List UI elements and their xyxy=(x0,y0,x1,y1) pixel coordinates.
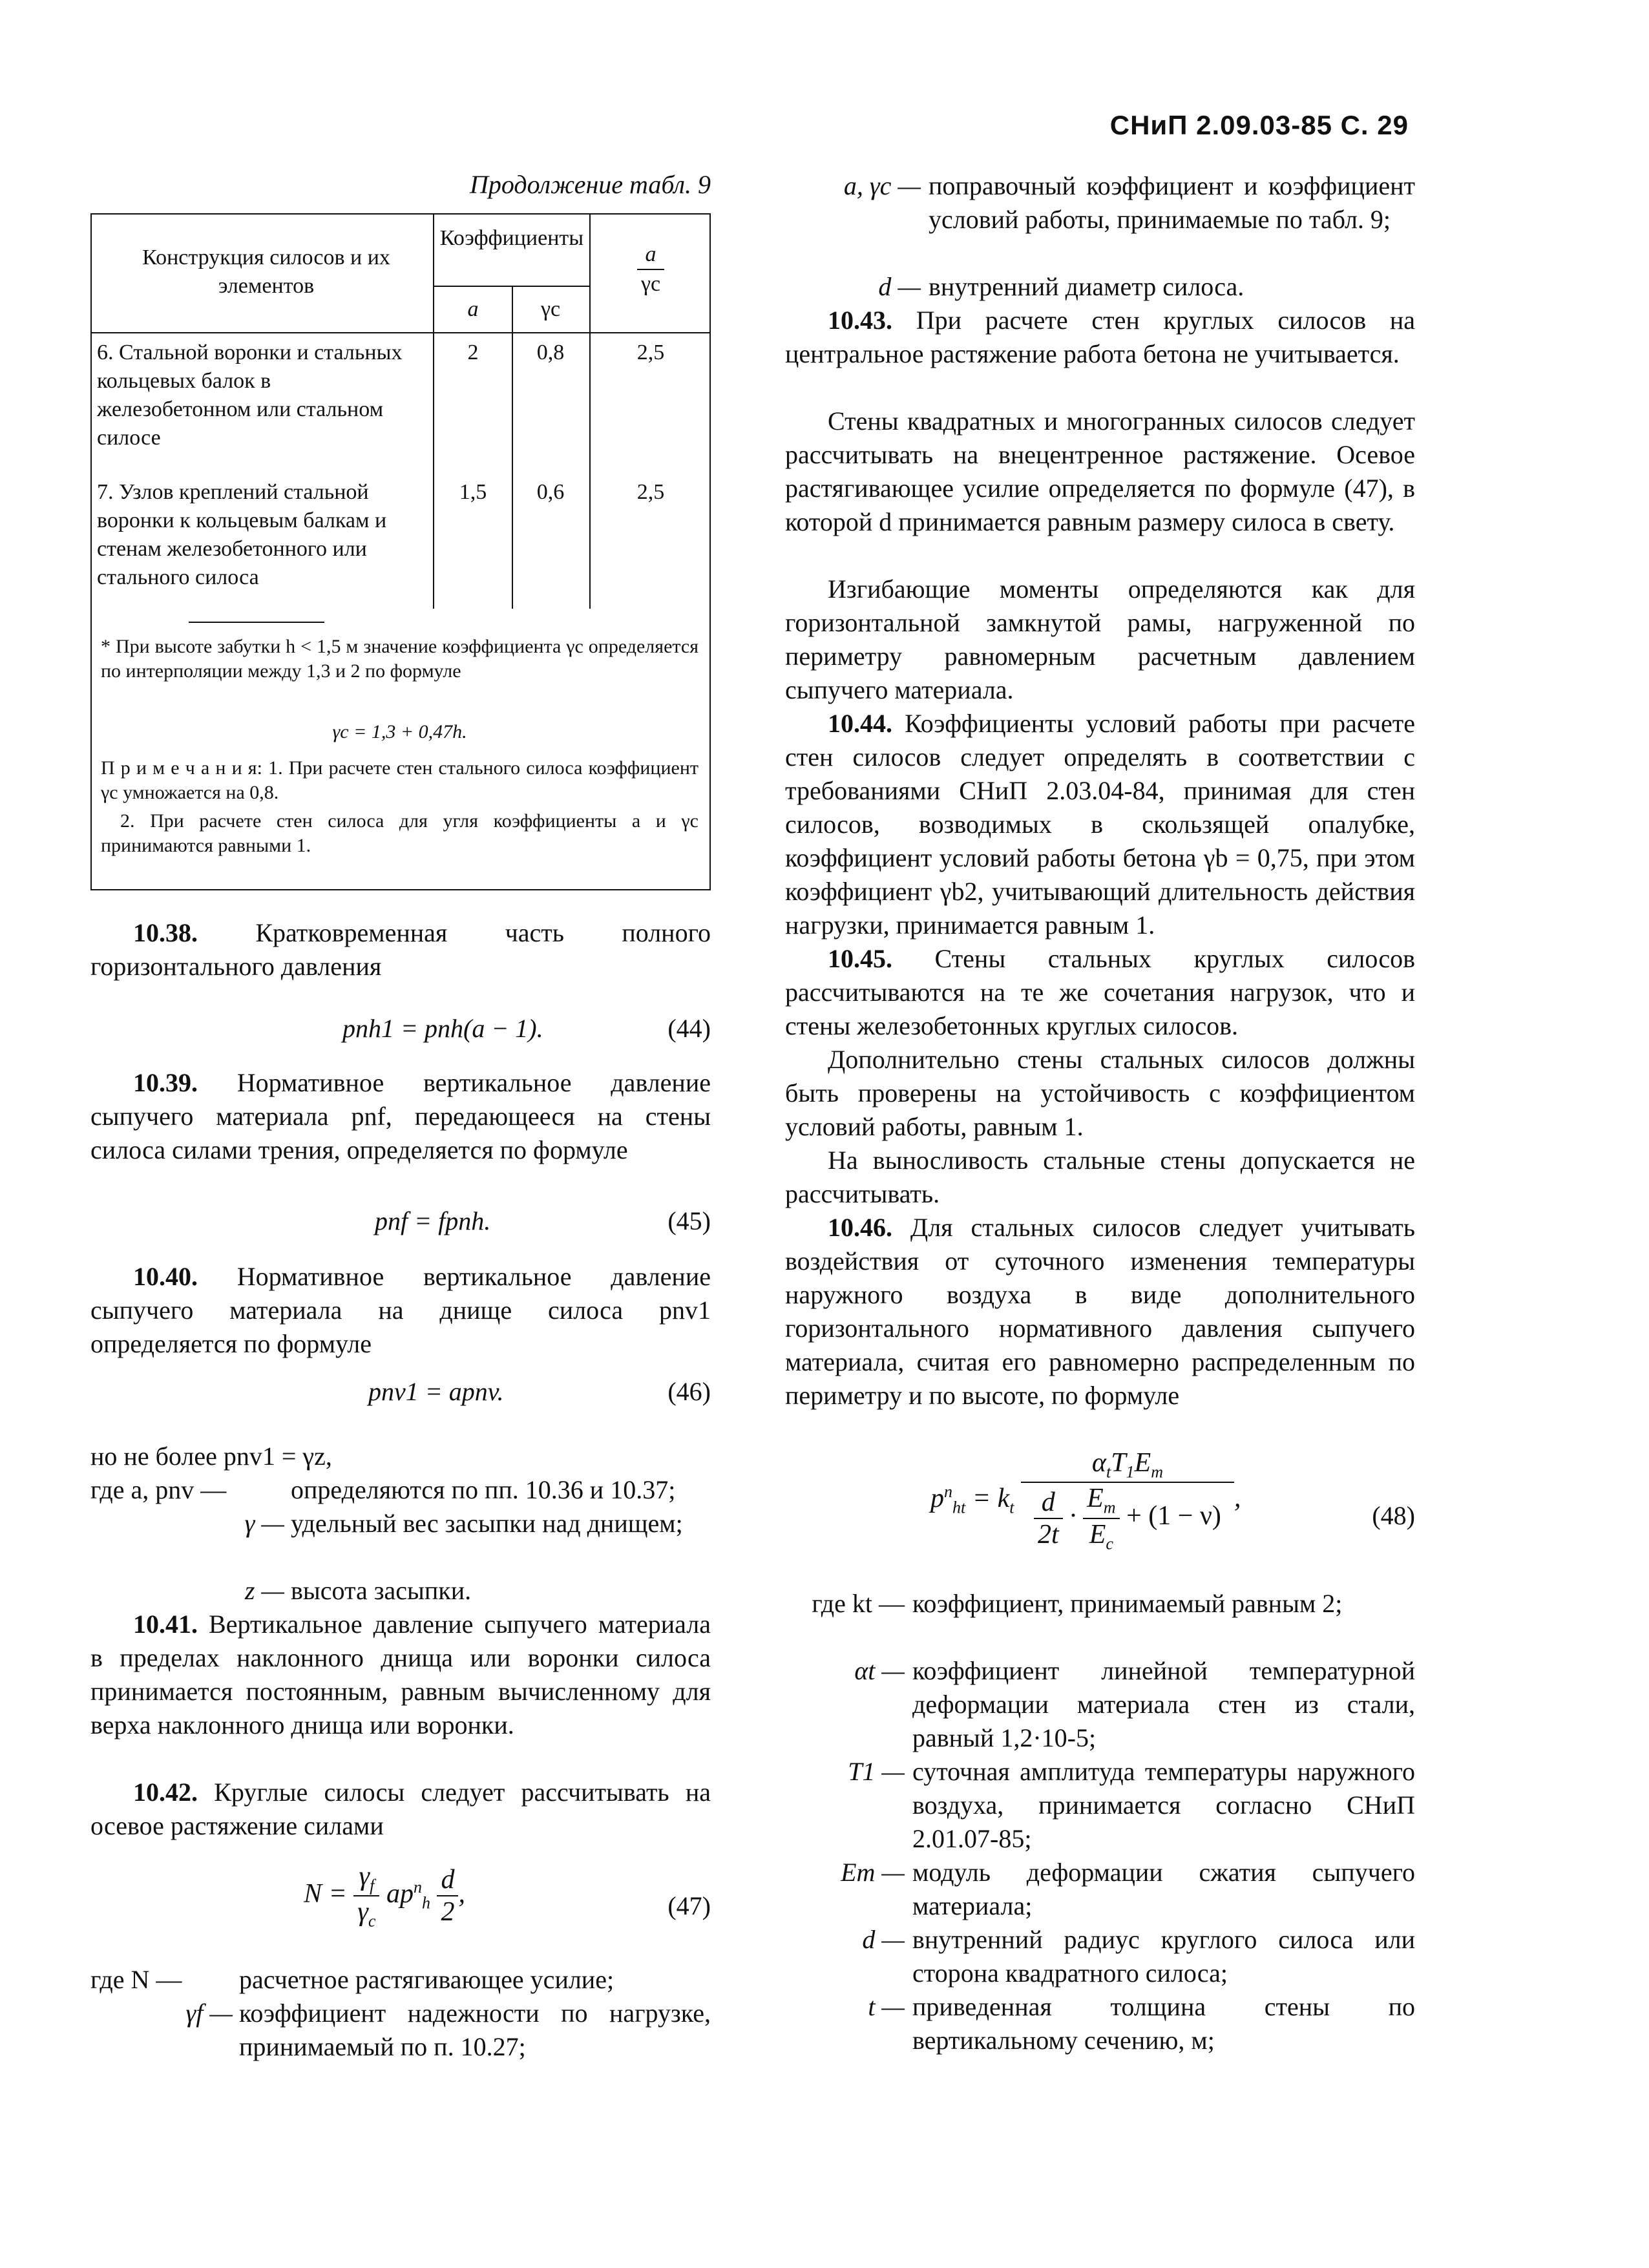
equation-47: N = $\frac{\gamma_f}{\gamma_c}$ $ap^n_h$ $\frac{d}{2}$ , xyxy=(304,1862,465,1931)
table-note-2: 2. При расчете стен силоса для угля коэффициенты a и γc принимаются равными 1. xyxy=(101,810,698,856)
gamma-f-symbol: γf — xyxy=(185,1999,233,2028)
row-6-a: 2 xyxy=(467,341,479,364)
para-10-43: 10.43. При расчете стен круглых силосов на центральное растяжение работа бетона не учитывается. xyxy=(785,306,1415,368)
header-coefficients: Коэффициенты xyxy=(439,226,584,250)
a-gamma-symbol: a, γc — xyxy=(843,171,921,200)
alpha-t-text: коэффициент линейной температурной деформации материала стен из стали, равный 1,2·10-5; xyxy=(912,1656,1415,1752)
para-10-42: 10.42. Круглые силосы следует рассчитывать на осевое растяжение силами xyxy=(90,1778,711,1840)
row-6-ratio: 2,5 xyxy=(636,341,665,364)
gamma-f-text: коэффициент надежности по нагрузке, принимаемый по п. 10.27; xyxy=(239,1999,711,2061)
table-footnote: * При высоте забутки h < 1,5 м значение коэффициента γc определяется по интерполяции между 1,3 и 2 по формуле xyxy=(101,636,698,682)
Em-text: модуль деформации сжатия сыпучего материала; xyxy=(912,1858,1415,1920)
d-radius-text: внутренний радиус круглого силоса или сторона квадратного силоса; xyxy=(912,1925,1415,1988)
d-text: внутренний диаметр силоса. xyxy=(929,272,1245,301)
alpha-t-symbol: αt — xyxy=(854,1656,905,1685)
para-10-46: 10.46. Для стальных силосов следует учитывать воздействия от суточного изменения температуры наружного воздуха в виде дополнительного горизонтального нормативного давления сыпучего материала, считая его равномерно распределенным по периметру и по высоте, по формуле xyxy=(785,1213,1415,1410)
kt-symbol: где kt — xyxy=(812,1589,905,1618)
equation-48: $p^n_{ht} = k_t$ $\alpha_tT_1E_m$ $\frac{d}{2t}$ · $\frac{E_m}{E_c}$ + (1 − ν) , xyxy=(930,1448,1241,1553)
equation-45: pnf = fpnh. xyxy=(375,1206,491,1235)
N-text: расчетное растягивающее усилие; xyxy=(239,1965,614,1994)
kt-text: коэффициент, принимаемый равным 2; xyxy=(912,1589,1343,1618)
equation-48-number: (48) xyxy=(1372,1501,1415,1530)
row-7-a: 1,5 xyxy=(459,480,487,504)
header-construction: Конструкция силосов и их элементов xyxy=(142,246,390,298)
row-7-gamma: 0,6 xyxy=(536,480,565,504)
para-square-silos: Стены квадратных и многогранных силосов следует рассчитывать на внецентренное растяжение. Осевое растягивающее усилие определяется по формуле (47), в которой d принимается равным размеру силоса в свету. xyxy=(785,406,1415,536)
para-10-44: 10.44. Коэффициенты условий работы при расчете стен силосов следует определять в соответствии с требованиями СНиП 2.03.04-84, принимая для стен силосов, возводимых в скользящей опалубке, коэффициент условий работы бетона γb = 0,75, при этом коэффициент γb2, учитывающий длительность действия нагрузки, принимается равным 1. xyxy=(785,709,1415,940)
para-10-41: 10.41. Вертикальное давление сыпучего материала в пределах наклонного днища или воронки силоса принимается постоянным, равным вычисленному для верха наклонного днища или воронки. xyxy=(90,1610,711,1739)
para-10-39: 10.39. Нормативное вертикальное давление сыпучего материала pnf, передающееся на стены силоса силами трения, определяется по формуле xyxy=(90,1068,711,1164)
equation-46-number: (46) xyxy=(667,1377,711,1406)
header-a: a xyxy=(467,297,479,321)
row-6-name: 6. Стальной воронки и стальных кольцевых балок в железобетонном или стальном силосе xyxy=(97,341,403,450)
equation-44-number: (44) xyxy=(667,1014,711,1043)
z-text: высота засыпки. xyxy=(291,1576,472,1605)
header-ratio: $\frac{a}{\gamma c}$ xyxy=(593,240,709,299)
footnote-formula: γc = 1,3 + 0,47h. xyxy=(332,721,467,742)
para-10-38: 10.38. Кратковременная часть полного горизонтального давления xyxy=(90,918,711,981)
header-gamma-c: γc xyxy=(540,297,561,321)
where-a-pv-symbol: где a, pnv — xyxy=(90,1475,227,1504)
para-additional: Дополнительно стены стальных силосов должны быть проверены на устойчивость с коэффициентом условий работы, равным 1. xyxy=(785,1045,1415,1141)
table-note-1: П р и м е ч а н и я: 1. При расчете стен стального силоса коэффициент γc умножается на 0,8. xyxy=(101,757,698,803)
t-symbol: t — xyxy=(868,1992,905,2021)
row-7-ratio: 2,5 xyxy=(636,480,665,504)
para-10-45: 10.45. Стены стальных круглых силосов рассчитываются на те же сочетания нагрузок, что и стены железобетонных круглых силосов. xyxy=(785,944,1415,1040)
para-bending-moments: Изгибающие моменты определяются как для горизонтальной замкнутой рамы, нагруженной по периметру равномерным расчетным давлением сыпучего материала. xyxy=(785,574,1415,704)
equation-47-number: (47) xyxy=(667,1891,711,1920)
d-symbol: d — xyxy=(878,272,921,301)
a-gamma-text: поправочный коэффициент и коэффициент условий работы, принимаемые по табл. 9; xyxy=(929,171,1415,234)
Em-symbol: Em — xyxy=(841,1858,905,1887)
d-radius-symbol: d — xyxy=(862,1925,905,1954)
gamma-text: удельный вес засыпки над днищем; xyxy=(291,1509,683,1538)
equation-45-number: (45) xyxy=(667,1206,711,1235)
t-text: приведенная толщина стены по вертикальному сечению, м; xyxy=(912,1992,1415,2055)
page-header: СНиП 2.09.03-85 С. 29 xyxy=(1109,110,1409,140)
table-caption: Продолжение табл. 9 xyxy=(469,170,711,199)
equation-46: pnv1 = apnv. xyxy=(368,1377,504,1406)
where-a-pv-text: определяются по пп. 10.36 и 10.37; xyxy=(291,1475,676,1504)
table-9 xyxy=(90,213,711,890)
para-fatigue: На выносливость стальные стены допускается не рассчитывать. xyxy=(785,1146,1415,1208)
gamma-symbol: γ — xyxy=(244,1509,284,1538)
row-6-gamma: 0,8 xyxy=(536,341,565,364)
z-symbol: z — xyxy=(244,1576,284,1605)
N-symbol: где N — xyxy=(90,1965,182,1994)
equation-44: pnh1 = pnh(a − 1). xyxy=(342,1014,543,1043)
T1-text: суточная амплитуда температуры наружного воздуха, принимается согласно СНиП 2.01.07-85; xyxy=(912,1757,1415,1853)
T1-symbol: T1 — xyxy=(848,1757,905,1786)
para-10-40: 10.40. Нормативное вертикальное давление сыпучего материала на днище силоса pnv1 определяется по формуле xyxy=(90,1262,711,1358)
row-7-name: 7. Узлов креплений стальной воронки к кольцевым балкам и стенам железобетонного или стального силоса xyxy=(97,480,387,589)
not-more-than: но не более pnv1 = γz, xyxy=(90,1442,332,1471)
